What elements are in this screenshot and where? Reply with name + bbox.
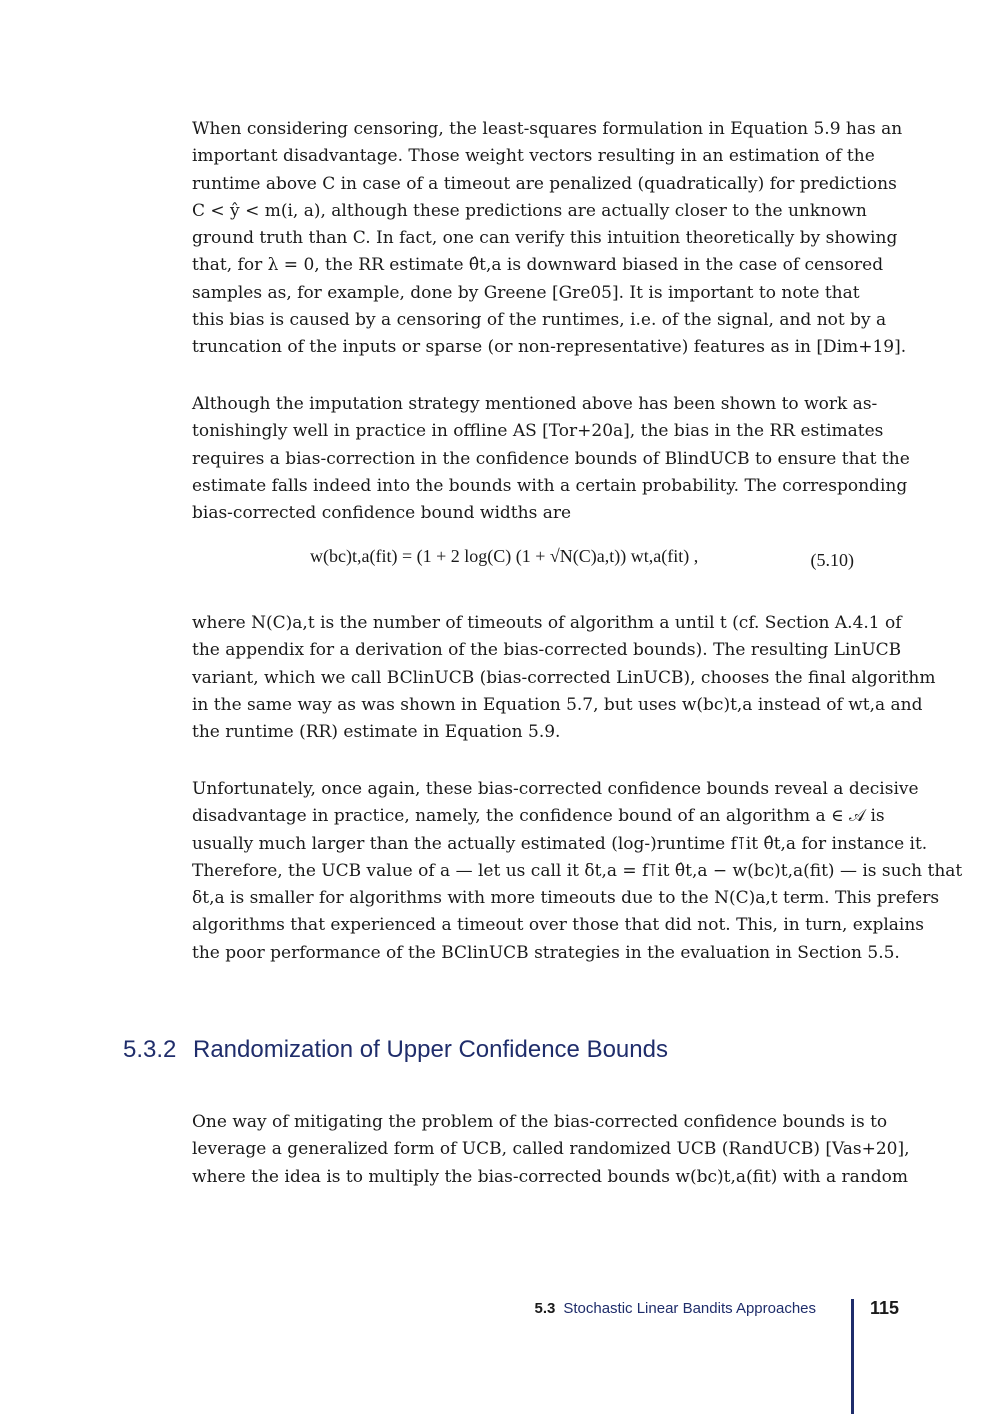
text-line: ground truth than C. In fact, one can verify this intuition theoretically by showing	[192, 228, 898, 249]
text-line: in the same way as was shown in Equation 5.7, but uses w(bc)t,a instead of wt,a and	[192, 694, 923, 715]
text-line: algorithms that experienced a timeout over those that did not. This, in turn, explains	[192, 915, 925, 936]
text-line: One way of mitigating the problem of the bias-corrected confidence bounds is to	[192, 1112, 888, 1132]
text-line: estimate falls indeed into the bounds with a certain probability. The corresponding	[192, 475, 908, 496]
text-line: leverage a generalized form of UCB, called randomized UCB (RandUCB) [Vas+20],	[192, 1139, 910, 1160]
footer-section-number: 5.3	[534, 1300, 556, 1317]
footer-section-title: Stochastic Linear Bandits Approaches	[563, 1300, 816, 1317]
paragraph-randucb	[192, 1109, 910, 1191]
text-line: important disadvantage. Those weight vectors resulting in an estimation of the	[192, 146, 875, 167]
equation-lhs: w(bc)t,a(fit) =	[310, 546, 413, 566]
text-line: the poor performance of the BClinUCB strategies in the evaluation in Section 5.5.	[192, 942, 900, 963]
text-line: where the idea is to multiply the bias-corrected bounds w(bc)t,a(fit) with a random	[192, 1166, 909, 1187]
text-line: runtime above C in case of a timeout are penalized (quadratically) for predictions	[192, 173, 897, 194]
section-title: Randomization of Upper Confidence Bounds	[193, 1036, 668, 1063]
page-edge-rule	[851, 1299, 854, 1414]
text-line: tonishingly well in practice in offline AS [Tor+20a], the bias in the RR estimates	[192, 421, 884, 442]
paragraph-censoring	[192, 116, 907, 362]
text-line: C < ŷ < m(i, a), although these predictions are actually closer to the unknown	[192, 200, 867, 221]
text-line: the runtime (RR) estimate in Equation 5.9.	[192, 722, 561, 743]
text-line: that, for λ = 0, the RR estimate θ̂t,a is downward biased in the case of censored	[192, 255, 884, 276]
text-line: this bias is caused by a censoring of the runtimes, i.e. of the signal, and not by a	[192, 310, 887, 331]
equation-body	[310, 546, 698, 567]
page-number: 115	[870, 1298, 900, 1318]
text-line: where N(C)a,t is the number of timeouts of algorithm a until t (cf. Section A.4.1 of	[192, 613, 902, 633]
text-line: usually much larger than the actually estimated (log-)runtime f⊺it θ̂t,a for instance it.	[192, 833, 928, 854]
text-line: requires a bias-correction in the confidence bounds of BlindUCB to ensure that the	[192, 448, 910, 469]
text-line: truncation of the inputs or sparse (or non-representative) features as in [Dim+19].	[192, 337, 907, 358]
text-line: variant, which we call BClinUCB (bias-corrected LinUCB), chooses the final algorithm	[192, 667, 936, 688]
text-line: Unfortunately, once again, these bias-corrected confidence bounds reveal a decisive	[192, 779, 919, 799]
equation-number: (5.10)	[810, 550, 854, 570]
text-line: Therefore, the UCB value of a — let us call it δt,a = f⊺it θ̂t,a − w(bc)t,a(fit) — is such that	[192, 860, 963, 881]
text-line: δt,a is smaller for algorithms with more timeouts due to the N(C)a,t term. This prefers	[192, 888, 940, 909]
text-line: bias-corrected confidence bound widths are	[192, 503, 572, 524]
paragraph-bias-correction	[192, 391, 910, 527]
paragraph-bclinucb	[192, 610, 936, 746]
text-line: disadvantage in practice, namely, the confidence bound of an algorithm a ∈ 𝒜 is	[192, 806, 885, 827]
text-line: the appendix for a derivation of the bias-corrected bounds). The resulting LinUCB	[192, 640, 902, 661]
text-line: When considering censoring, the least-squares formulation in Equation 5.9 has an	[192, 119, 903, 139]
text-line: samples as, for example, done by Greene [Gre05]. It is important to note that	[192, 282, 860, 303]
paragraph-disadvantage	[192, 776, 963, 967]
equation-rhs: (1 + 2 log(C) (1 + √N(C)a,t)) wt,a(fit) ,	[416, 546, 699, 566]
section-heading	[123, 1036, 668, 1064]
running-footer	[420, 1300, 816, 1317]
equation-5-10	[192, 538, 854, 590]
section-number: 5.3.2	[123, 1036, 177, 1063]
text-line: Although the imputation strategy mentioned above has been shown to work as-	[192, 394, 878, 414]
